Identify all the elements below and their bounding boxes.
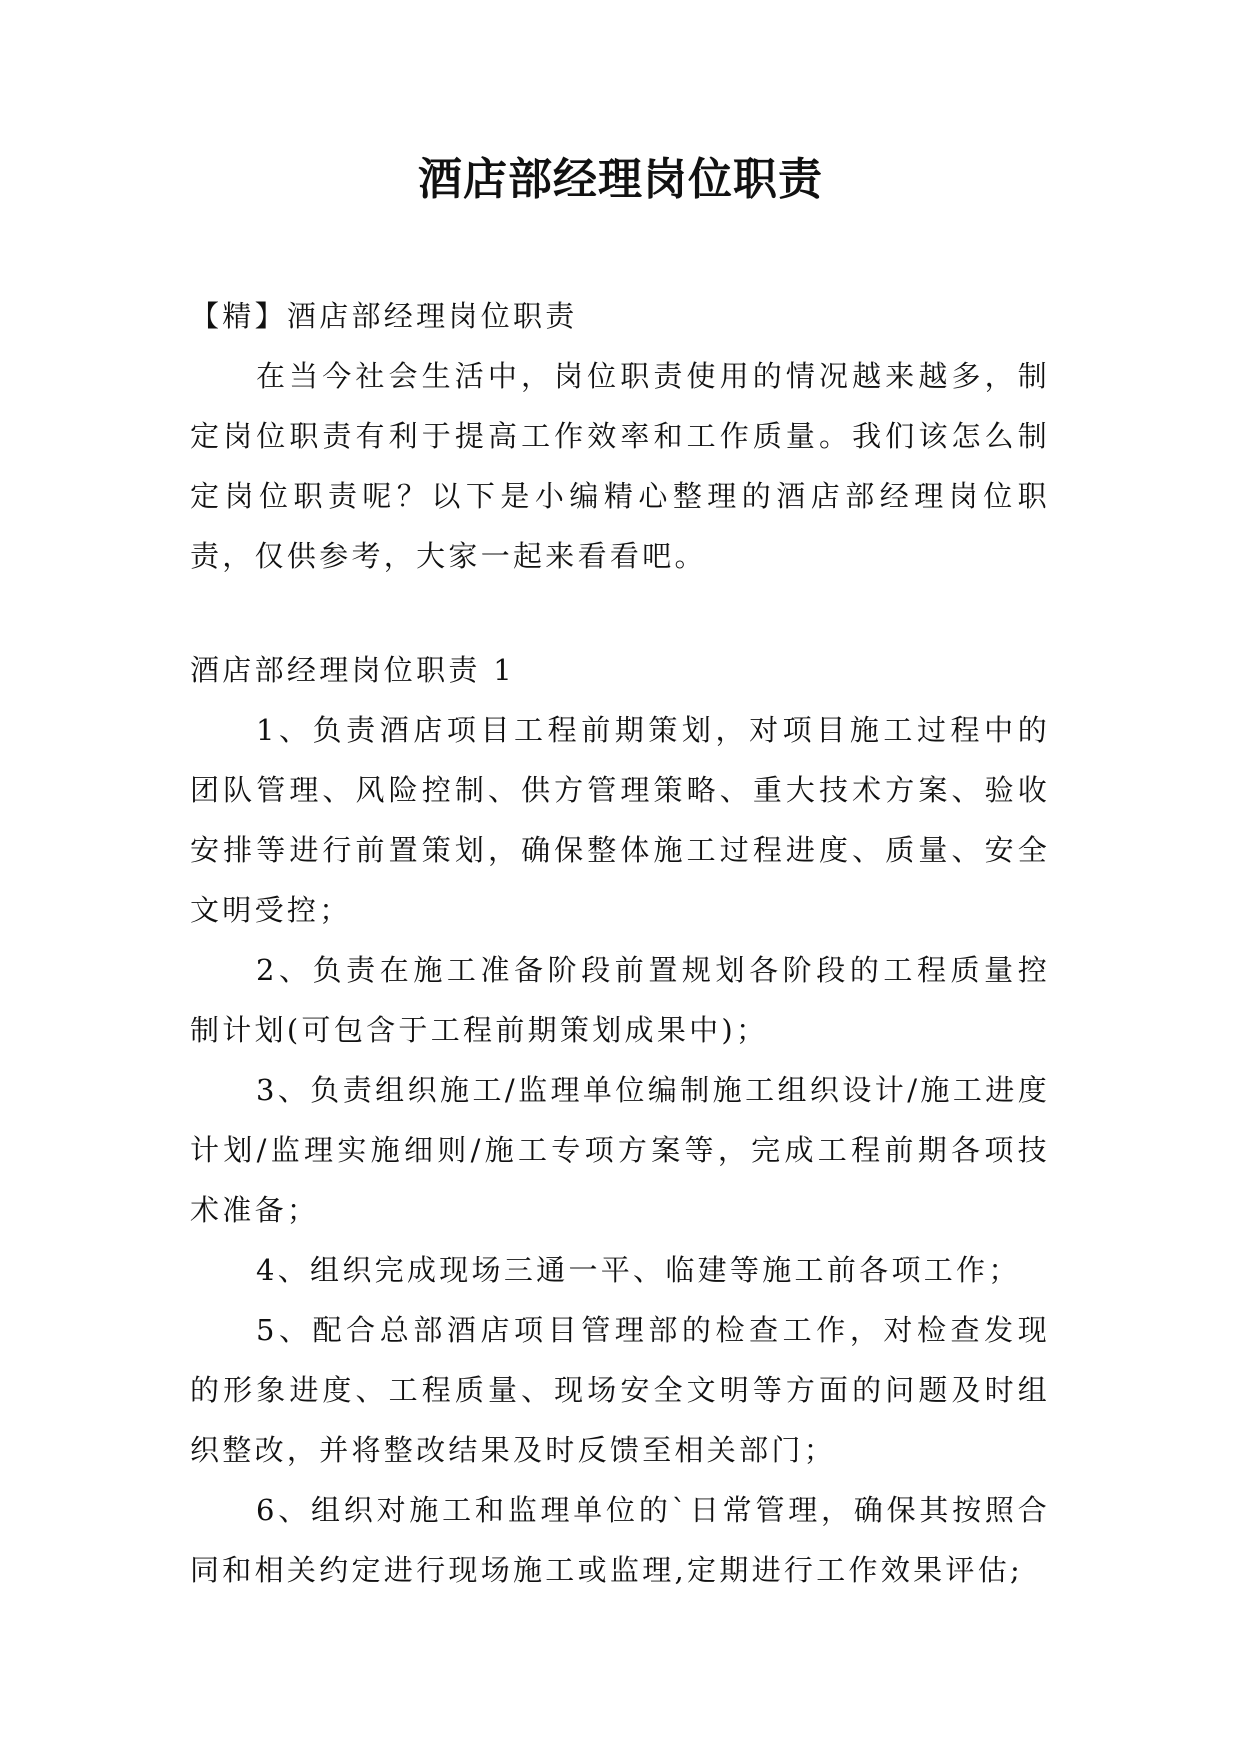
- document-body: [190, 286, 1050, 1600]
- paragraph-gap: [190, 586, 1050, 640]
- duty-item-3: 3、负责组织施工/监理单位编制施工组织设计/施工进度计划/监理实施细则/施工专项方案等，完成工程前期各项技术准备；: [190, 1073, 1050, 1227]
- duty-item-5: 5、配合总部酒店项目管理部的检查工作，对检查发现的形象进度、工程质量、现场安全文明等方面的问题及时组织整改，并将整改结果及时反馈至相关部门；: [190, 1313, 1050, 1467]
- duty-item-4: 4、组织完成现场三通一平、临建等施工前各项工作；: [256, 1253, 1021, 1287]
- intro-paragraph: 在当今社会生活中，岗位职责使用的情况越来越多，制定岗位职责有利于提高工作效率和工作质量。我们该怎么制定岗位职责呢？以下是小编精心整理的酒店部经理岗位职责，仅供参考，大家一起来看看吧。: [190, 359, 1050, 573]
- document-title: 酒店部经理岗位职责: [418, 154, 823, 205]
- duty-item-1: 1、负责酒店项目工程前期策划，对项目施工过程中的团队管理、风险控制、供方管理策略、重大技术方案、验收安排等进行前置策划，确保整体施工过程进度、质量、安全文明受控；: [190, 713, 1050, 927]
- duty-item-6: 6、组织对施工和监理单位的`日常管理，确保其按照合同和相关约定进行现场施工或监理,定期进行工作效果评估;: [190, 1493, 1050, 1587]
- section-title: 酒店部经理岗位职责 1: [190, 653, 515, 687]
- heading-line: 【精】酒店部经理岗位职责: [190, 299, 578, 333]
- duty-item-2: 2、负责在施工准备阶段前置规划各阶段的工程质量控制计划(可包含于工程前期策划成果中)；: [190, 953, 1050, 1047]
